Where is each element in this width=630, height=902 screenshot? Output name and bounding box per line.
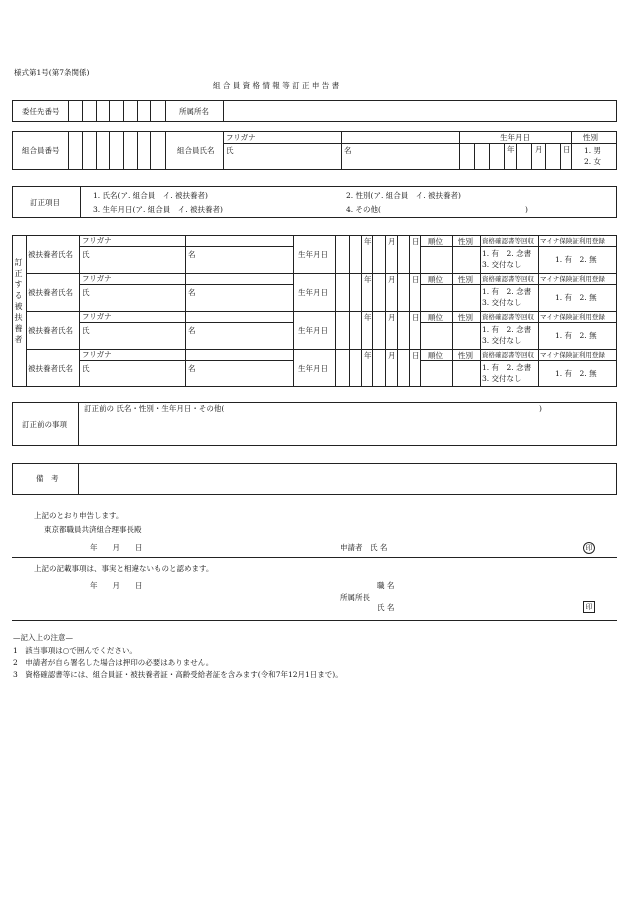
member-given-label: 名 xyxy=(344,146,352,155)
confirmation-text: 上記の記載事項は、事実と相違ないものと認めます。 xyxy=(34,564,214,573)
dependent-month-label: 月 xyxy=(388,313,396,322)
dependent-name-input[interactable] xyxy=(80,361,292,387)
delegation-number-input[interactable] xyxy=(68,101,165,121)
member-no-label: 組合員番号 xyxy=(22,146,60,155)
member-birth-label: 生年月日 xyxy=(500,133,530,142)
cert-return-option-2[interactable]: 3. 交付なし xyxy=(482,336,522,345)
dependent-given-label: 名 xyxy=(188,326,196,335)
dependent-gender-label: 性別 xyxy=(458,237,473,246)
dependent-name-label: 被扶養者氏名 xyxy=(28,250,73,259)
dependent-order-label: 順位 xyxy=(428,237,443,246)
correction-label: 訂正項目 xyxy=(30,198,60,207)
remarks-label: 備 考 xyxy=(36,474,59,483)
dependent-name-input[interactable] xyxy=(80,323,292,349)
head-seal-mark: 印 xyxy=(583,601,595,613)
dependent-given-label: 名 xyxy=(188,364,196,373)
member-furigana-label: フリガナ xyxy=(226,133,256,142)
dependent-birth-label: 生年月日 xyxy=(298,288,328,297)
dependent-birth-label: 生年月日 xyxy=(298,250,328,259)
cert-return-option-2[interactable]: 3. 交付なし xyxy=(482,260,522,269)
correction-item-4[interactable]: 4. その他( xyxy=(346,205,381,214)
dependent-gender-label: 性別 xyxy=(458,351,473,360)
cert-return-option-2[interactable]: 3. 交付なし xyxy=(482,374,522,383)
before-correction-label: 訂正前の事項 xyxy=(22,420,67,429)
note-item: 1 該当事項は○で囲んでください。 xyxy=(13,646,137,655)
before-correction-close: ) xyxy=(539,404,542,413)
member-name-label: 組合員氏名 xyxy=(177,146,215,155)
dependent-surname-label: 氏 xyxy=(82,250,90,259)
applicant-seal-mark: 印 xyxy=(583,542,595,554)
confirmation-date: 年 月 日 xyxy=(90,581,143,590)
dependent-given-label: 名 xyxy=(188,250,196,259)
correction-item-4-close: ) xyxy=(525,205,528,214)
dependent-surname-label: 氏 xyxy=(82,326,90,335)
cert-return-option-1[interactable]: 1. 有 2. 念書 xyxy=(482,287,532,296)
dependent-order-label: 順位 xyxy=(428,275,443,284)
before-correction-input[interactable] xyxy=(80,416,615,444)
dependent-month-label: 月 xyxy=(388,275,396,284)
myna-registration-label: マイナ保険証利用登録 xyxy=(540,351,605,359)
dependent-birth-label: 生年月日 xyxy=(298,364,328,373)
dependent-birth-label: 生年月日 xyxy=(298,326,328,335)
dependent-day-label: 日 xyxy=(412,313,420,322)
myna-registration-option[interactable]: 1. 有 2. 無 xyxy=(555,255,597,264)
dependent-name-label: 被扶養者氏名 xyxy=(28,326,73,335)
dependent-month-label: 月 xyxy=(388,351,396,360)
dependent-name-input[interactable] xyxy=(80,285,292,311)
member-number-input[interactable] xyxy=(68,132,165,169)
gender-male-option[interactable]: 1. 男 xyxy=(584,146,602,155)
cert-return-option-1[interactable]: 1. 有 2. 念書 xyxy=(482,325,532,334)
dependent-order-label: 順位 xyxy=(428,351,443,360)
dependent-surname-label: 氏 xyxy=(82,288,90,297)
note-item: 3 資格確認書等には、組合員証・被扶養者証・高齢受給者証を含みます(令和7年12月1日まで)。 xyxy=(13,670,343,679)
affiliation-input[interactable] xyxy=(224,101,616,121)
member-day-label: 日 xyxy=(563,145,571,154)
myna-registration-label: マイナ保険証利用登録 xyxy=(540,313,605,321)
declaration-text: 上記のとおり申告します。 xyxy=(34,511,124,520)
dependent-year-label: 年 xyxy=(364,313,372,322)
cert-return-label: 資格確認書等回収 xyxy=(482,237,534,245)
dependent-year-label: 年 xyxy=(364,275,372,284)
cert-return-option-2[interactable]: 3. 交付なし xyxy=(482,298,522,307)
dependent-month-label: 月 xyxy=(388,237,396,246)
cert-return-option-1[interactable]: 1. 有 2. 念書 xyxy=(482,363,532,372)
dependent-year-label: 年 xyxy=(364,351,372,360)
cert-return-label: 資格確認書等回収 xyxy=(482,351,534,359)
myna-registration-option[interactable]: 1. 有 2. 無 xyxy=(555,331,597,340)
job-title-label: 職 名 xyxy=(377,581,395,590)
affiliation-label: 所属所名 xyxy=(179,107,209,116)
correction-item-3[interactable]: 3. 生年月日(ア. 組合員 イ. 被扶養者) xyxy=(93,205,223,214)
member-name-input[interactable] xyxy=(224,156,458,169)
member-month-label: 月 xyxy=(535,145,543,154)
gender-female-option[interactable]: 2. 女 xyxy=(584,157,602,166)
dependent-day-label: 日 xyxy=(412,237,420,246)
form-title: 組 合 員 資 格 情 報 等 訂 正 申 告 書 xyxy=(213,81,340,90)
office-head-label: 所属所長 xyxy=(340,593,370,602)
dependent-gender-label: 性別 xyxy=(458,313,473,322)
dependents-side-label: 訂正する被扶養者 xyxy=(14,258,23,346)
myna-registration-option[interactable]: 1. 有 2. 無 xyxy=(555,369,597,378)
member-gender-label: 性別 xyxy=(583,133,598,142)
dependent-day-label: 日 xyxy=(412,351,420,360)
declaration-date: 年 月 日 xyxy=(90,543,143,552)
myna-registration-option[interactable]: 1. 有 2. 無 xyxy=(555,293,597,302)
myna-registration-label: マイナ保険証利用登録 xyxy=(540,237,605,245)
dependent-order-label: 順位 xyxy=(428,313,443,322)
dependent-year-label: 年 xyxy=(364,237,372,246)
correction-item-2[interactable]: 2. 性別(ア. 組合員 イ. 被扶養者) xyxy=(346,191,461,200)
correction-item-1[interactable]: 1. 氏名(ア. 組合員 イ. 被扶養者) xyxy=(93,191,208,200)
dependent-furigana-label: フリガナ xyxy=(82,236,112,245)
dependent-name-label: 被扶養者氏名 xyxy=(28,364,73,373)
dependent-surname-label: 氏 xyxy=(82,364,90,373)
head-name-label: 氏 名 xyxy=(377,603,395,612)
dependent-name-input[interactable] xyxy=(80,247,292,273)
addressee: 東京都職員共済組合理事長殿 xyxy=(44,525,142,534)
member-year-label: 年 xyxy=(507,145,515,154)
delegation-label: 委任先番号 xyxy=(22,107,60,116)
cert-return-label: 資格確認書等回収 xyxy=(482,275,534,283)
dependent-day-label: 日 xyxy=(412,275,420,284)
member-surname-label: 氏 xyxy=(226,146,234,155)
applicant-name-label: 申請者 氏 名 xyxy=(340,543,388,552)
cert-return-label: 資格確認書等回収 xyxy=(482,313,534,321)
dependent-given-label: 名 xyxy=(188,288,196,297)
before-correction-text: 訂正前の 氏名・性別・生年月日・その他( xyxy=(84,404,225,413)
dependent-furigana-label: フリガナ xyxy=(82,274,112,283)
myna-registration-label: マイナ保険証利用登録 xyxy=(540,275,605,283)
cert-return-option-1[interactable]: 1. 有 2. 念書 xyxy=(482,249,532,258)
notes-heading: —記入上の注意— xyxy=(13,633,73,642)
dependent-name-label: 被扶養者氏名 xyxy=(28,288,73,297)
dependent-furigana-label: フリガナ xyxy=(82,350,112,359)
form-number: 様式第1号(第7条関係) xyxy=(14,68,90,77)
dependent-gender-label: 性別 xyxy=(458,275,473,284)
note-item: 2 申請者が自ら署名した場合は押印の必要はありません。 xyxy=(13,658,214,667)
remarks-input[interactable] xyxy=(80,465,615,493)
dependent-furigana-label: フリガナ xyxy=(82,312,112,321)
